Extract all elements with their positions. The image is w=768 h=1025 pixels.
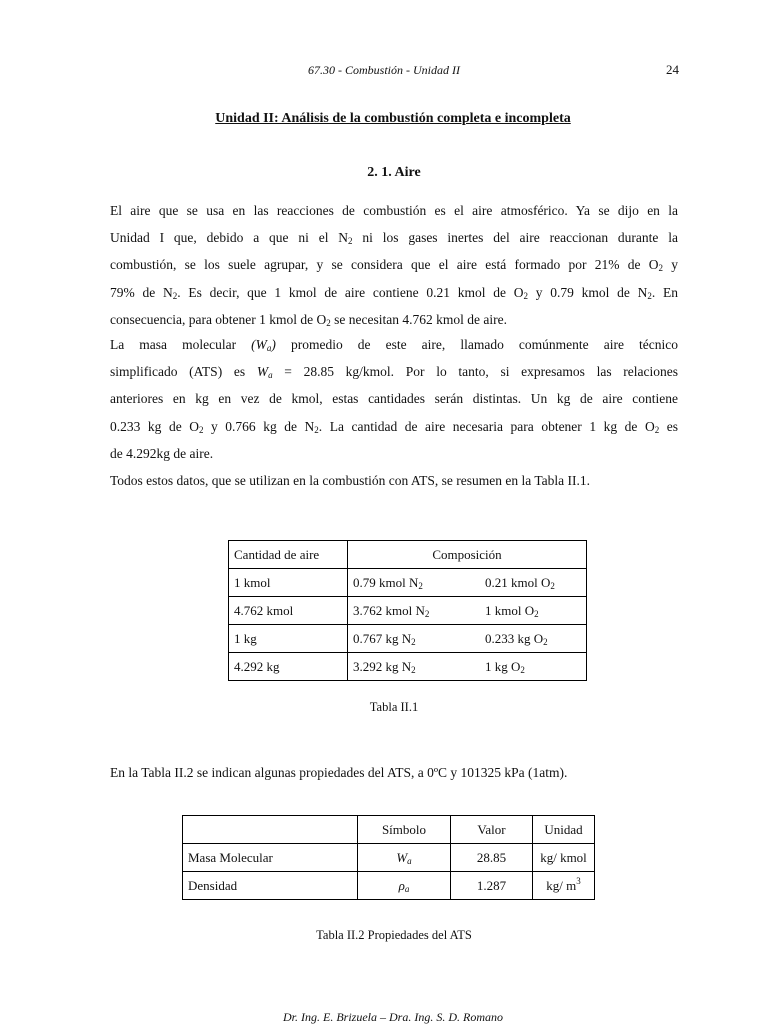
p1-line-5: consecuencia, para obtener 1 kmol de $O_2$ se necesitan 4.762 kmol de aire. (110, 311, 507, 328)
paragraph-2 (110, 331, 678, 467)
cell-o2: 0.21 kmol $O_2$ (480, 569, 587, 597)
table-2-caption: Tabla II.2 Propiedades del ATS (316, 928, 472, 942)
paragraph-3: Todos estos datos, que se utilizan en la combustión con ATS, se resumen en la Tabla II.1. (110, 473, 591, 488)
p1-line-3: combustión, se los suele agrupar, y se considera que el aire está formado por 21% de $O_2$ y (110, 257, 679, 274)
cell-n2: 0.767 kg $N_2$ (348, 625, 481, 653)
cell-qty: 4.762 kmol (229, 597, 348, 625)
p1-line-2: Unidad I que, debido a que ni el $N_2$ ni los gases inertes del aire reaccionan durante la (110, 230, 678, 247)
cell-o2: 1 kg $O_2$ (480, 653, 587, 681)
p2-line-1: La masa molecular $(W_a)$ promedio de este aire, llamado comúnmente aire técnico (110, 337, 678, 353)
table-row (229, 597, 587, 625)
cell-value: 28.85 (451, 844, 533, 872)
paragraph-4: En la Tabla II.2 se indican algunas propiedades del ATS, a 0ºC y 101325 kPa (1atm). (110, 765, 568, 780)
cell-unit: kg/ $m^3$ (533, 872, 595, 900)
cell-property: Masa Molecular (183, 844, 358, 872)
table-ats-properties (182, 815, 595, 900)
header-cell-symbol: Símbolo (358, 816, 451, 844)
header-cell-empty (183, 816, 358, 844)
cell-unit: kg/ kmol (533, 844, 595, 872)
table-row (229, 653, 587, 681)
cell-o2: 1 kmol $O_2$ (480, 597, 587, 625)
table-air-composition (228, 540, 587, 681)
table-row (183, 844, 595, 872)
cell-symbol: $\rho_a$ (358, 872, 451, 900)
page-footer: Dr. Ing. E. Brizuela – Dra. Ing. S. D. Romano (283, 1010, 503, 1024)
section-heading: 2. 1. Aire (367, 165, 421, 180)
cell-n2: 3.762 kmol $N_2$ (348, 597, 481, 625)
cell-o2: 0.233 kg $O_2$ (480, 625, 587, 653)
table-row (229, 569, 587, 597)
cell-qty: 4.292 kg (229, 653, 348, 681)
p2-line-5: de 4.292kg de aire. (110, 445, 214, 461)
table-row (183, 872, 595, 900)
header-cell-composition: Composición (348, 541, 587, 569)
p2-line-4: 0.233 kg de $O_2$ y 0.766 kg de $N_2$. La cantidad de aire necesaria para obtener 1 kg de $O_2$ es (110, 418, 678, 435)
paragraph-1 (110, 197, 678, 333)
p2-line-2: simplificado (ATS) es $W_a = 28.85$ kg/kmol. Por lo tanto, si expresamos las relaciones (110, 364, 678, 381)
table-row (229, 625, 587, 653)
page-number: 24 (666, 62, 679, 77)
header-cell-value: Valor (451, 816, 533, 844)
cell-n2: 0.79 kmol $N_2$ (348, 569, 481, 597)
unit-title: Unidad II: Análisis de la combustión completa e incompleta (215, 111, 571, 126)
cell-qty: 1 kmol (229, 569, 348, 597)
table-header-row (183, 816, 595, 844)
cell-n2: 3.292 kg $N_2$ (348, 653, 481, 681)
p1-line-4: 79% de $N_2$. Es decir, que 1 kmol de aire contiene 0.21 kmol de $O_2$ y 0.79 kmol de $N_2$. En (110, 284, 678, 301)
table-1-caption: Tabla II.1 (369, 700, 419, 714)
cell-value: 1.287 (451, 872, 533, 900)
running-header: 67.30 - Combustión - Unidad II (308, 63, 460, 77)
header-cell-qty: Cantidad de aire (229, 541, 348, 569)
p2-line-3: anteriores en kg en vez de kmol, estas cantidades serán distintas. Un kg de aire contiene (110, 391, 678, 407)
cell-qty: 1 kg (229, 625, 348, 653)
p1-line-1: El aire que se usa en las reacciones de combustión es el aire atmosférico. Ya se dijo en la (110, 203, 678, 218)
cell-property: Densidad (183, 872, 358, 900)
cell-symbol: $W_a$ (358, 844, 451, 872)
table-header-row (229, 541, 587, 569)
header-cell-unit: Unidad (533, 816, 595, 844)
